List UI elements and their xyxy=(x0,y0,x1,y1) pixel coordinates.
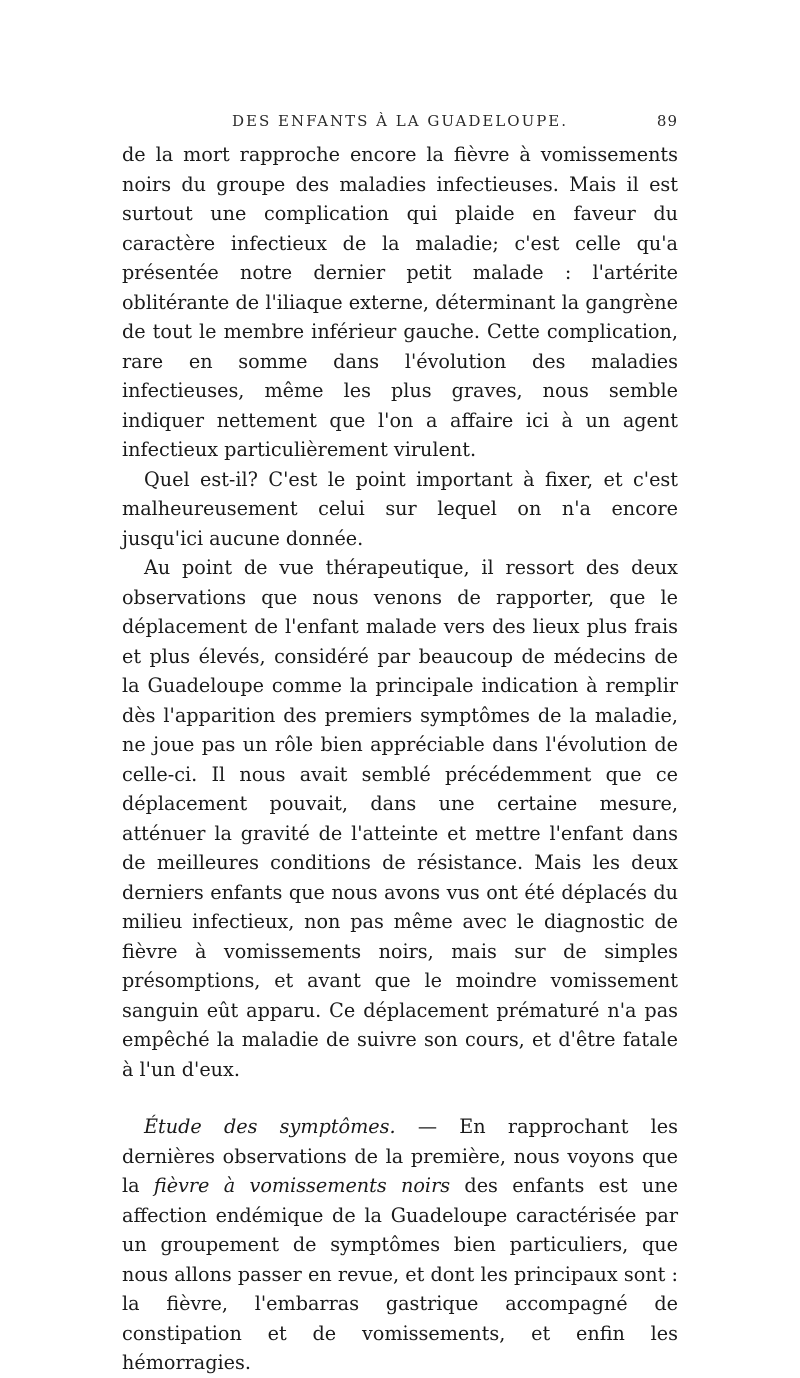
section-heading: Étude des symptômes. xyxy=(144,1115,396,1138)
paragraph-4-part-a: En rapprochant les dernières observations de la première, nous voyons que la xyxy=(122,1115,678,1197)
running-head xyxy=(122,112,678,140)
body-text xyxy=(122,140,678,1378)
page-number: 89 xyxy=(656,112,678,130)
book-page xyxy=(122,112,678,1378)
paragraph-3: Au point de vue thérapeutique, il ressort des deux observations que nous venons de rapporter, que le déplacement de l'enfant malade vers des lieux plus frais et plus élevés, considéré par beaucoup de médecins de la Guadeloupe comme la principale indication à remplir dès l'apparition des premiers symptômes de la maladie, ne joue pas un rôle bien appréciable dans l'évolution de celle-ci. Il nous avait semblé précédemment que ce déplacement pouvait, dans une certaine mesure, atténuer la gravité de l'atteinte et mettre l'enfant dans de meilleures conditions de résistance. Mais les deux derniers enfants que nous avons vus ont été déplacés du milieu infectieux, non pas même avec le diagnostic de fièvre à vomissements noirs, mais sur de simples présomptions, et avant que le moindre vomissement sanguin eût apparu. Ce déplacement prématuré n'a pas empêché la maladie de suivre son cours, et d'être fatale à l'un d'eux. xyxy=(122,556,678,1081)
paragraph-4-part-b: des enfants est une affection endémique de la Guadeloupe caractérisée par un groupement de symptômes bien particuliers, que nous allons passer en revue, et dont les principaux sont : la fièvre, l'embarras gastrique accompagné de constipation et de vomissements, et enfin les hémorragies. xyxy=(122,1174,678,1374)
running-title: DES ENFANTS À LA GUADELOUPE. xyxy=(231,112,569,130)
paragraph-2: Quel est-il? C'est le point important à fixer, et c'est malheureusement celui sur lequel on n'a encore jusqu'ici aucune donnée. xyxy=(122,467,678,550)
paragraph-1: de la mort rapproche encore la fièvre à vomissements noirs du groupe des maladies infectieuses. Mais il est surtout une complication qui plaide en faveur du caractère infectieux de la maladie; c'est celle qu'a présentée notre dernier petit malade : l'artérite oblitérante de l'iliaque externe, déterminant la gangrène de tout le membre inférieur gauche. Cette complication, rare en somme dans l'évolution des maladies infectieuses, même les plus graves, nous semble indiquer nettement que l'on a affaire ici à un agent infectieux particulièrement virulent. xyxy=(122,143,678,461)
italic-term: fièvre à vomissements noirs xyxy=(153,1174,451,1197)
section-dash: — xyxy=(395,1115,460,1138)
